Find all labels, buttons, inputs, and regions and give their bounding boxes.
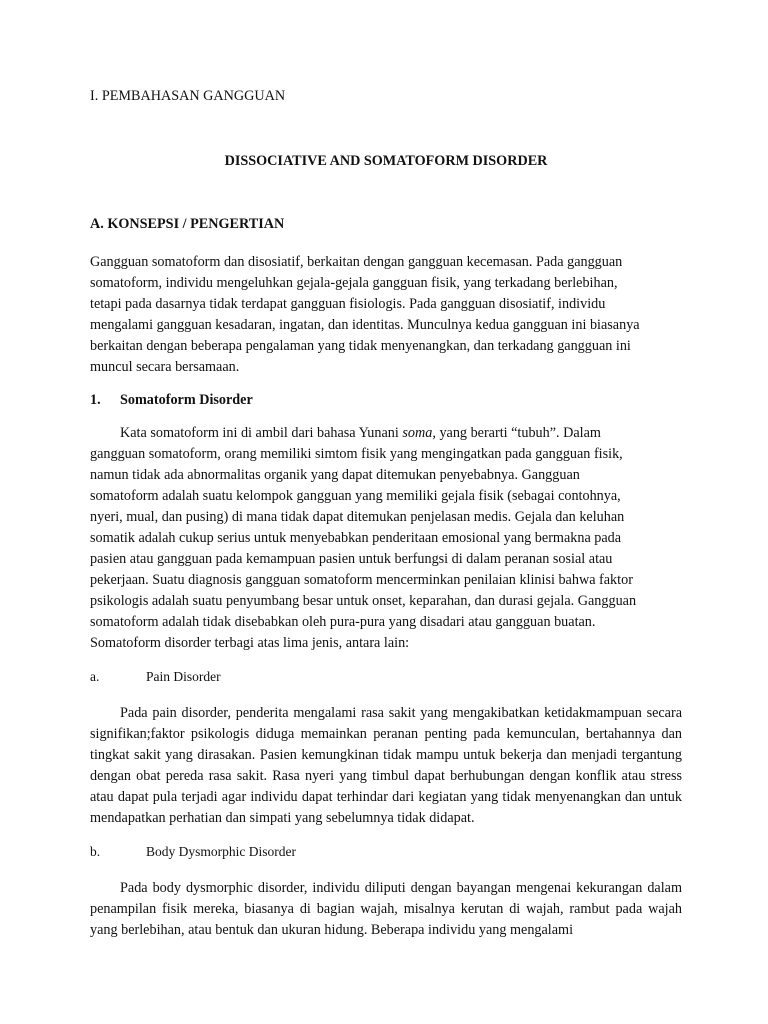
somatoform-line: pasien atau gangguan pada kemampuan pasien untuk berfungsi di dalam peranan sosial atau [90, 551, 613, 567]
intro-line: berkaitan dengan beberapa pengalaman yang tidak menyenangkan, dan terkadang gangguan ini [90, 338, 631, 354]
somatoform-line: Somatoform disorder terbagi atas lima jenis, antara lain: [90, 635, 410, 651]
intro-line: Gangguan somatoform dan disosiatif, berkaitan dengan gangguan kecemasan. Pada gangguan [90, 254, 623, 270]
intro-paragraph [90, 252, 682, 378]
somatoform-line: gangguan somatoform, orang memiliki simtom fisik yang mengingatkan pada gangguan fisik, [90, 446, 623, 462]
intro-line: tetapi pada dasarnya tidak terdapat gangguan fisiologis. Pada gangguan disosiatif, individu [90, 296, 606, 312]
document-title: DISSOCIATIVE AND SOMATOFORM DISORDER [224, 153, 548, 169]
bdd-paragraph: Pada body dysmorphic disorder, individu diliputi dengan bayangan mengenai kekurangan dalam penampilan fisik mereka, biasanya di bagian wajah, misalnya kerutan di wajah, rambut pada wajah yang berlebihan, atau bentuk dan ukuran hidung. Beberapa individu yang mengalami [90, 880, 682, 938]
somatoform-paragraph [90, 423, 682, 654]
somatoform-line: nyeri, mual, dan pusing) di mana tidak dapat ditemukan penjelasan medis. Gejala dan keluhan [90, 509, 625, 525]
sub-heading-pain [90, 666, 682, 687]
heading-konsepsi: A. KONSEPSI / PENGERTIAN [90, 216, 285, 232]
somatoform-first-line [90, 423, 682, 444]
first-line-start: Kata somatoform ini di ambil dari bahasa Yunani [120, 425, 403, 441]
sub-letter-b: b. [90, 844, 101, 859]
somatoform-line: somatoform adalah suatu kelompok gangguan yang memiliki gejala fisik (sebagai contohnya, [90, 488, 621, 504]
intro-line: somatoform, individu mengeluhkan gejala-gejala gangguan fisik, yang terkadang berlebihan, [90, 275, 618, 291]
somatoform-line: pekerjaan. Suatu diagnosis gangguan somatoform mencerminkan penilaian klinisi bahwa faktor [90, 572, 633, 588]
somatoform-line: somatoform adalah tidak disebabkan oleh pura-pura yang disadari atau gangguan buatan. [90, 614, 596, 630]
soma-italic: soma, [402, 425, 436, 441]
somatoform-line: psikologis adalah suatu penyumbang besar untuk onset, keparahan, dan durasi gejala. Gangguan [90, 593, 637, 609]
sub-heading-bdd [90, 841, 682, 862]
intro-line: mengalami gangguan kesadaran, ingatan, dan identitas. Munculnya kedua gangguan ini biasanya [90, 317, 640, 333]
section-1-number: 1. [90, 392, 101, 408]
somatoform-line: somatik adalah cukup serius untuk menyebabkan penderitaan emosional yang bermakna pada [90, 530, 622, 546]
sub-letter-a: a. [90, 669, 100, 684]
intro-line: muncul secara bersamaan. [90, 359, 240, 375]
sub-title-bdd: Body Dysmorphic Disorder [146, 844, 296, 859]
pain-disorder-paragraph: Pada pain disorder, penderita mengalami rasa sakit yang mengakibatkan ketidakmampuan secara signifikan;faktor psikologis diduga memainkan peranan penting pada kemunculan, bertahannya dan tingkat sakit yang dirasakan. Pasien kemungkinan tidak mampu untuk bekerja dan menjadi tergantung dengan obat pereda rasa sakit. Rasa nyeri yang timbul dapat berhubungan dengan konflik atau stress atau dapat pula terjadi agar individu dapat terhindar dari kegiatan yang tidak menyenangkan dan untuk mendapatkan perhatian dan simpati yang sebelumnya tidak didapat. [90, 705, 682, 826]
section-1-title: Somatoform Disorder [120, 392, 253, 408]
first-line-end: yang berarti “tubuh”. Dalam [435, 425, 601, 441]
sub-title-pain: Pain Disorder [146, 669, 221, 684]
somatoform-line: namun tidak ada abnormalitas organik yang dapat ditemukan penyebabnya. Gangguan [90, 467, 580, 483]
section-label: I. PEMBAHASAN GANGGUAN [90, 88, 286, 104]
section-1-heading [90, 390, 682, 411]
